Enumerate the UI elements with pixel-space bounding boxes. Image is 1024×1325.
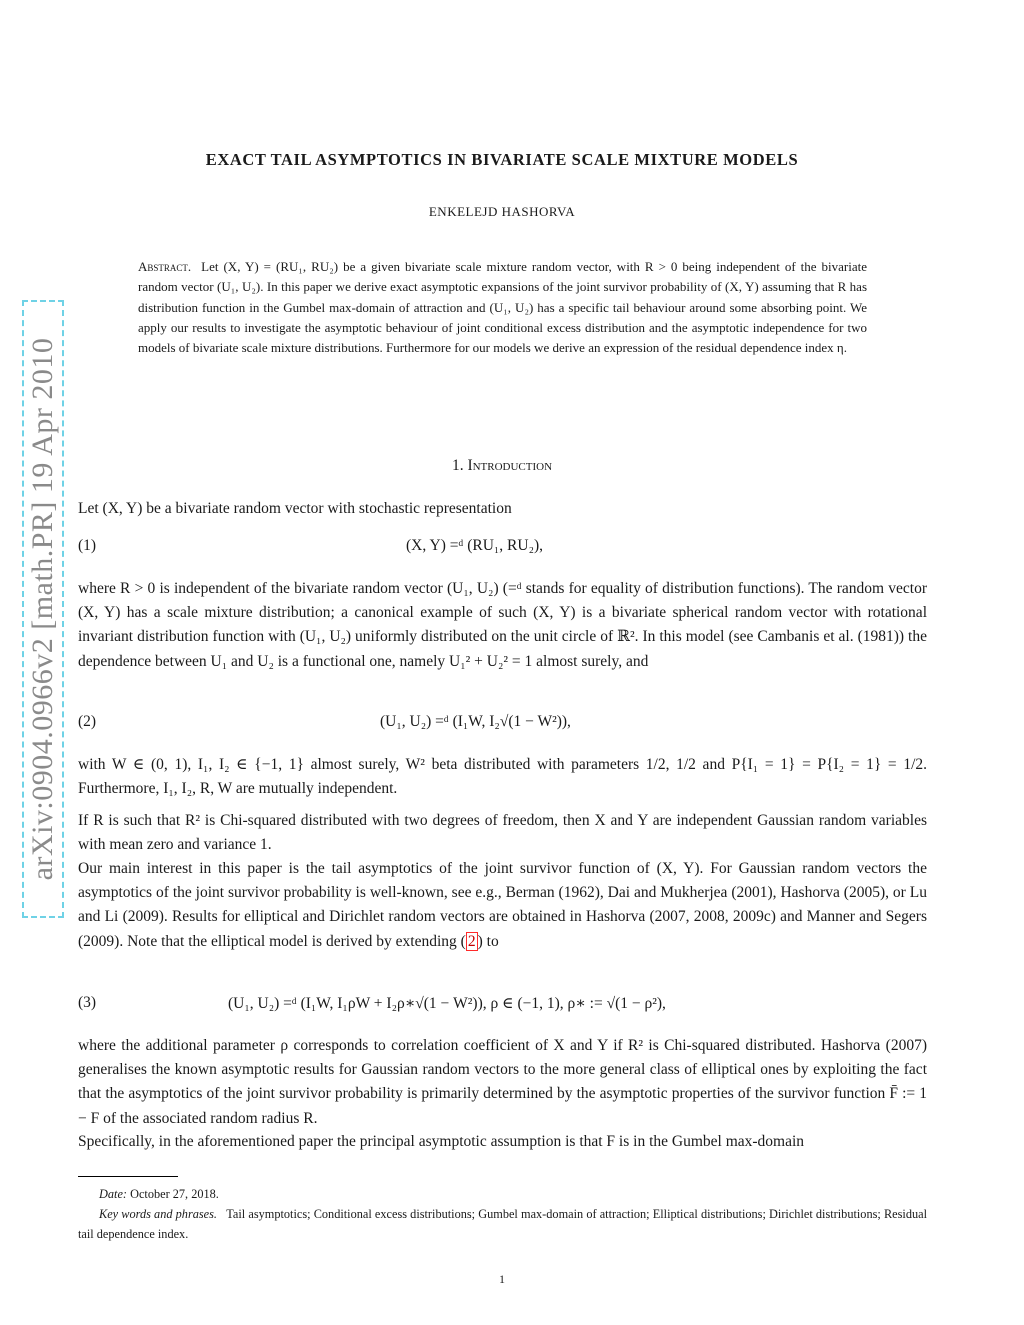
equation-2 — [78, 713, 927, 739]
equation-body: (U₁, U₂) =ᵈ (I₁W, I₁ρW + I₂ρ∗√(1 − W²)), ρ ∈ (−1, 1), ρ∗ := √(1 − ρ²), — [228, 995, 666, 1012]
paragraph-1: Let (X, Y) be a bivariate random vector with stochastic representation — [78, 500, 512, 517]
paragraph-3: with W ∈ (0, 1), I₁, I₂ ∈ {−1, 1} almost surely, W² beta distributed with parameters 1/2, 1/2 and P{I₁ = 1} = P{I₂ = 1} = 1/2. Furthermore, I₁, I₂, R, W are mutually independent. — [78, 756, 927, 798]
keywords-text: Tail asymptotics; Conditional excess distributions; Gumbel max-domain of attraction; Elliptical distributions; Dirichlet distributions; Residual tail dependence index. — [78, 1207, 927, 1241]
equation-body: (U₁, U₂) =ᵈ (I₁W, I₂√(1 − W²)), — [380, 713, 571, 730]
paragraph-4: If R is such that R² is Chi-squared distributed with two degrees of freedom, then X and Y are independent Gaussian random variables with mean zero and variance 1. — [78, 812, 927, 854]
footnotes — [78, 1184, 927, 1244]
equation-body: (X, Y) =ᵈ (RU₁, RU₂), — [406, 537, 544, 554]
equation-3 — [78, 994, 927, 1020]
paragraph-5: Our main interest in this paper is the tail asymptotics of the joint survivor function of (X, Y). For Gaussian random vectors the asymptotics of the joint survivor probability is well-known, see e.g., Berman (1962), Dai and Mukherjea (2001), Hashorva (2005), or Lu and Li (2009). Results for elliptical and Dirichlet random vectors are obtained in Hashorva (2007, 2008, 2009c) and Manner and Segers (2009). Note that the elliptical model is derived by extending ( 2 ) to — [78, 860, 927, 950]
equation-ref-link[interactable]: 2 — [467, 932, 476, 950]
page-number: 1 — [499, 1272, 505, 1286]
paper-author: ENKELEJD HASHORVA — [428, 204, 576, 219]
paragraph-5-tail: to — [486, 932, 499, 950]
equation-1 — [78, 537, 927, 563]
equation-number: (1) — [78, 537, 97, 554]
arxiv-stamp — [22, 300, 64, 918]
section-heading — [0, 457, 1004, 475]
abstract-text: Let (X, Y) = (RU₁, RU₂) be a given bivariate scale mixture random vector, with R > 0 being independent of the bivariate random vector (U₁, U₂). In this paper we derive exact asymptotic expansions of the joint survivor probability of (X, Y) assuming that R has distribution function in the Gumbel max-domain of attraction and (U₁, U₂) has a specific tail behaviour around some absorbing point. We apply our results to investigate the asymptotic behaviour of joint conditional excess distribution and the asymptotic independence for two models of bivariate scale mixture distributions. Furthermore for our models we derive an expression of the residual dependence index η. — [138, 259, 867, 356]
keywords-line — [78, 1204, 927, 1244]
date-value: October 27, 2018. — [130, 1187, 219, 1201]
paper-title: EXACT TAIL ASYMPTOTICS IN BIVARIATE SCALE MIXTURE MODELS — [205, 150, 799, 169]
paragraph-2: where R > 0 is independent of the bivariate random vector (U₁, U₂) (=ᵈ stands for equality of distribution functions). The random vector (X, Y) has a scale mixture distribution; a canonical example of such (X, Y) is a bivariate spherical random vector with rotational invariant distribution function with (U₁, U₂) uniformly distributed on the unit circle of ℝ². In this model (see Cambanis et al. (1981)) the dependence between U₁ and U₂ is a functional one, namely U₁² + U₂² = 1 almost surely, and — [78, 580, 927, 670]
paragraph-6: where the additional parameter ρ corresponds to correlation coefficient of X and Y if R² is Chi-squared distributed. Hashorva (2007) generalises the known asymptotic results for Gaussian random vectors to the more general class of elliptical ones by exploiting the fact that the asymptotics of the joint survivor probability is primarily determined by the asymptotic properties of the survivor function F̄ := 1 − F of the associated random radius R. — [78, 1037, 927, 1127]
equation-number: (2) — [78, 713, 97, 730]
section-number: 1. — [451, 457, 464, 474]
date-label: Date: — [99, 1187, 127, 1201]
footnote-rule — [78, 1176, 178, 1177]
abstract-label: Abstract. — [138, 259, 192, 274]
paragraph-7: Specifically, in the aforementioned paper the principal asymptotic assumption is that F is in the Gumbel max-domain — [78, 1133, 805, 1150]
paragraph-5-text: Our main interest in this paper is the tail asymptotics of the joint survivor function of (X, Y). For Gaussian random vectors the asymptotics of the joint survivor probability is well-known, see e.g., Berman (1962), Dai and Mukherjea (2001), Hashorva (2005), or Lu and Li (2009). Results for elliptical and Dirichlet random vectors are obtained in Hashorva (2007, 2008, 2009c) and Manner and Segers (2009). Note that the elliptical model is derived by extending — [78, 860, 927, 950]
date-line — [78, 1184, 927, 1204]
equation-number: (3) — [78, 994, 97, 1011]
arxiv-id: arXiv:0904.0966v2 [math.PR] 19 Apr 2010 — [26, 337, 59, 881]
keywords-label: Key words and phrases. — [99, 1207, 217, 1221]
section-title: Introduction — [467, 457, 553, 474]
abstract — [138, 257, 867, 358]
